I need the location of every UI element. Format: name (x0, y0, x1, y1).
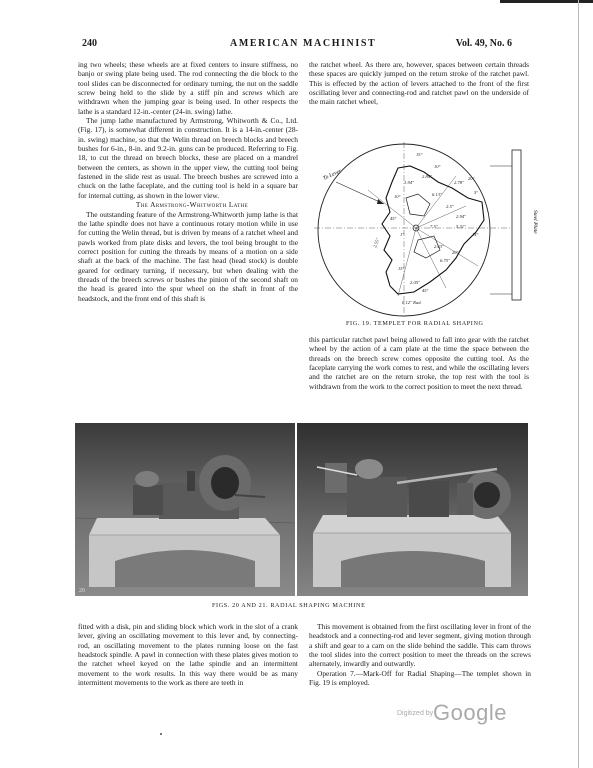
volume-issue: Vol. 49, No. 6 (455, 38, 512, 49)
dim-label: 2.55" (372, 237, 381, 249)
column-right-bottom (309, 622, 531, 687)
dim-label: 3.94" (404, 180, 414, 185)
dim-label: 2.05" (410, 280, 420, 285)
dim-label: 15° (398, 266, 405, 271)
page-edge-line (578, 0, 579, 768)
dim-label: 5° (474, 190, 479, 195)
dim-label: 2.78" (454, 180, 464, 185)
dim-label: 6.75" (440, 258, 450, 263)
dim-label: 6.13" (432, 192, 442, 197)
steel-plate-label: Steel Plate (532, 210, 538, 234)
paragraph: this particular ratchet pawl being allowed to fall into gear with the ratchet wheel by the action of a cam plate at the time the space between the threads on the breech screw comes opposite the cutting tool. As the faceplate carrying the work comes to rest, and while the oscillating levers and the ratchet are on the return stroke, the top rest with the tool is withdrawn from the work to the correct position to meet the next thread. (309, 335, 529, 391)
figure-20-photo (75, 423, 295, 596)
dim-label: 10° (394, 194, 401, 199)
paragraph: The jump lathe manufactured by Armstrong, Whitworth & Co., Ltd. (Fig. 17), is somewhat different in construction. It is a 14-in.-center (28-in. swing) machine, so that the Welin thread on breech blocks and breech bushes for 6-in., 8-in. and 9.2-in. guns can be produced. Referring to Fig. 18, to cut the thread on breech blocks, these are placed on a mandrel between the centers, as shown in the upper view, the cutting tool being fastened in the slide rest as usual. The breech bushes are screwed into a chuck on the lathe faceplate, and the cutting tool is held in a square bar for internal cutting, as shown in the lower view. (78, 116, 298, 200)
paragraph: ing two wheels; these wheels are at fixed centers to insure stiffness, no banjo or swing plate being used. The rod connecting the die block to the tool slides can be disconnected for ordinary turning, the nut on the saddle screw being held to the slide by a stiff pin and screws which are withdrawn when the jumping gear is being used. In other respects the lathe is a standard 12-in.-center (24-in. swing) lathe. (78, 60, 298, 116)
machine-photo-left (75, 423, 295, 596)
watermark-small-text: Digitized by (397, 710, 434, 717)
dim-label: 1" (400, 232, 405, 237)
column-left-top (78, 60, 298, 303)
figures-20-21-caption: FIGS. 20 AND 21. RADIAL SHAPING MACHINE (212, 602, 366, 609)
dim-label: 10° (434, 164, 441, 169)
figure-21-photo (297, 423, 528, 596)
dim-label: 2.5" (446, 204, 454, 209)
dim-label: 2.63" (434, 244, 444, 249)
scan-mark (160, 733, 162, 735)
running-header (82, 38, 512, 52)
dim-label: 45° (390, 216, 397, 221)
page-edge-bar (500, 0, 593, 3)
page-number: 240 (82, 38, 97, 49)
section-heading: The Armstrong-Whitworth Lathe (135, 200, 249, 210)
dim-label: 2.94" (456, 214, 466, 219)
dim-label: 45° (422, 288, 429, 293)
figure-19-caption: FIG. 19. TEMPLET FOR RADIAL SHAPING (346, 320, 484, 327)
paragraph: Operation 7.—Mark-Off for Radial Shaping—The templet shown in Fig. 19 is employed. (309, 668, 531, 688)
column-right-middle (309, 335, 529, 391)
paragraph: This movement is obtained from the first oscillating lever in front of the headstock and a connecting-rod and lever segment, giving motion through a shift and gear to a cam on the slide behind the saddle. This cam throws the tool slides into the correct position to meet the threads on the screws alternately, inwardly and outwardly. (309, 622, 531, 669)
machine-photo-right (297, 423, 528, 596)
google-logo-text: Google (433, 700, 507, 725)
digitized-by-google-watermark (397, 700, 517, 726)
dim-label: 15° (416, 152, 423, 157)
figure-19-templet-drawing (306, 136, 538, 312)
dim-label: 20° (452, 250, 459, 255)
dim-label: 14° (472, 232, 479, 237)
dim-label: 7.5" (430, 224, 438, 229)
column-right-top (309, 60, 529, 107)
dim-label: 2.84" (422, 174, 432, 179)
dim-label: 5.31" (456, 224, 466, 229)
paragraph: the ratchet wheel. As there are, however, spaces between certain threads these spaces are quickly jumped on the return stroke of the ratchet pawl. This is effected by the action of levers attached to the front of the first oscillating lever and connecting-rod and ratchet pawl on the underside of the main ratchet wheel, (309, 60, 529, 107)
templet-diagram (306, 136, 538, 312)
paragraph: The outstanding feature of the Armstrong-Whitworth jump lathe is that the lathe spindle does not have a continuous rotary motion while in use for cutting the Welin thread, but is driven by means of a ratchet wheel and pawls worked from plate disks and levers, the tool being brought to the correct position for cutting the threads by means of a motion on a side shaft at the back of the machine. The fast head (head stock) is double geared for ordinary turning, if necessary, but when dealing with the threads of the breech screws or bushes the pinion of the second shaft on the head is geared into the spur wheel on the shaft in front of the headstock, and the front end of this shaft is (78, 209, 298, 303)
lever-label: To Lever (322, 168, 343, 182)
journal-title: AMERICAN MACHINIST (230, 38, 377, 49)
figure-20-number: 20 (79, 588, 85, 594)
dim-label: 6.12" Rad. (402, 300, 422, 305)
paragraph: fitted with a disk, pin and sliding block which work in the slot of a crank lever, giving an oscillating movement to this lever and, by connecting-rod, an oscillating movement to the plates running loose on the fast headstock spindle. A pawl in connection with these plates gives motion to the ratchet wheel keyed on the lathe spindle and an intermittent movement to the work results. In this way there would be as many intermittent movements to the work as there are teeth in (78, 622, 298, 688)
dim-label: 20° (468, 176, 475, 181)
column-left-bottom (78, 622, 298, 687)
